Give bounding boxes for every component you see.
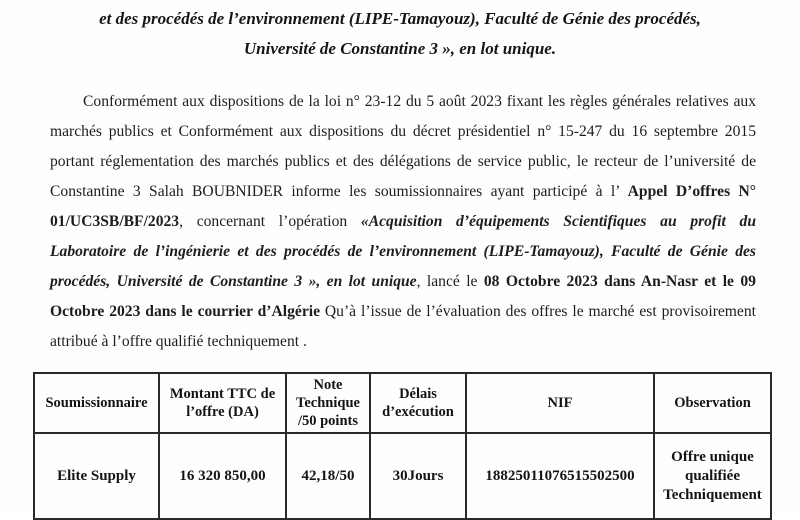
cell-observation: Offre unique qualifiée Techniquement [654,433,771,519]
cell-delais: 30Jours [370,433,466,519]
paragraph-segment: , concernant l’opération [179,213,361,230]
title-line-2: Université de Constantine 3 », en lot unique. [243,39,557,58]
header-soumissionnaire: Soumissionnaire [34,373,159,433]
paragraph-segment: Conformément aux dispositions de la loi n° 23-12 du 5 août 2023 fixant les règles générales relatives aux marchés publics et Conformément aux dispositions du décret présidentiel n° 15-247 du 16 septembre 2015 portant réglementation des marchés publics et des délégations de service public, le recteur de l’université de Constantine 3 Salah BOUBNIDER informe les soumissionnaires ayant participé à l’ [50,93,756,200]
paragraph-segment-bold: 08 Octobre 2023 dans An-Nasr et le 09 Octobre 2023 dans le courrier d’Algérie [50,273,756,320]
table-row [34,433,771,519]
document-title [0,0,800,64]
header-observation: Observation [654,373,771,433]
table-header-row [34,373,771,433]
header-montant-ttc: Montant TTC de l’offre (DA) [159,373,286,433]
header-nif: NIF [466,373,654,433]
paragraph-segment-bold: Appel D’offres N° 01/UC3SB/BF/2023 [50,183,756,230]
paragraph-segment: , lancé le [416,273,484,290]
evaluation-table [33,372,772,520]
cell-montant: 16 320 850,00 [159,433,286,519]
cell-note: 42,18/50 [286,433,370,519]
header-delais-execution: Délais d’exécution [370,373,466,433]
cell-soumissionnaire: Elite Supply [34,433,159,519]
body-paragraph [50,87,756,357]
paragraph-segment: Qu’à l’issue de l’évaluation des offres le marché est provisoirement attribué à l’offre qualifié techniquement . [50,303,756,350]
title-line-1: et des procédés de l’environnement (LIPE-Tamayouz), Faculté de Génie des procédés, [99,9,701,28]
cell-nif: 18825011076515502500 [466,433,654,519]
paragraph-segment-bold-italic: «Acquisition d’équipements Scientifiques au profit du Laboratoire de l’ingénierie et des procédés de l’environnement (LIPE-Tamayouz), Faculté de Génie des procédés, Université de Constantine 3 », en lot unique [50,213,757,290]
header-note-technique: Note Technique /50 points [286,373,370,433]
